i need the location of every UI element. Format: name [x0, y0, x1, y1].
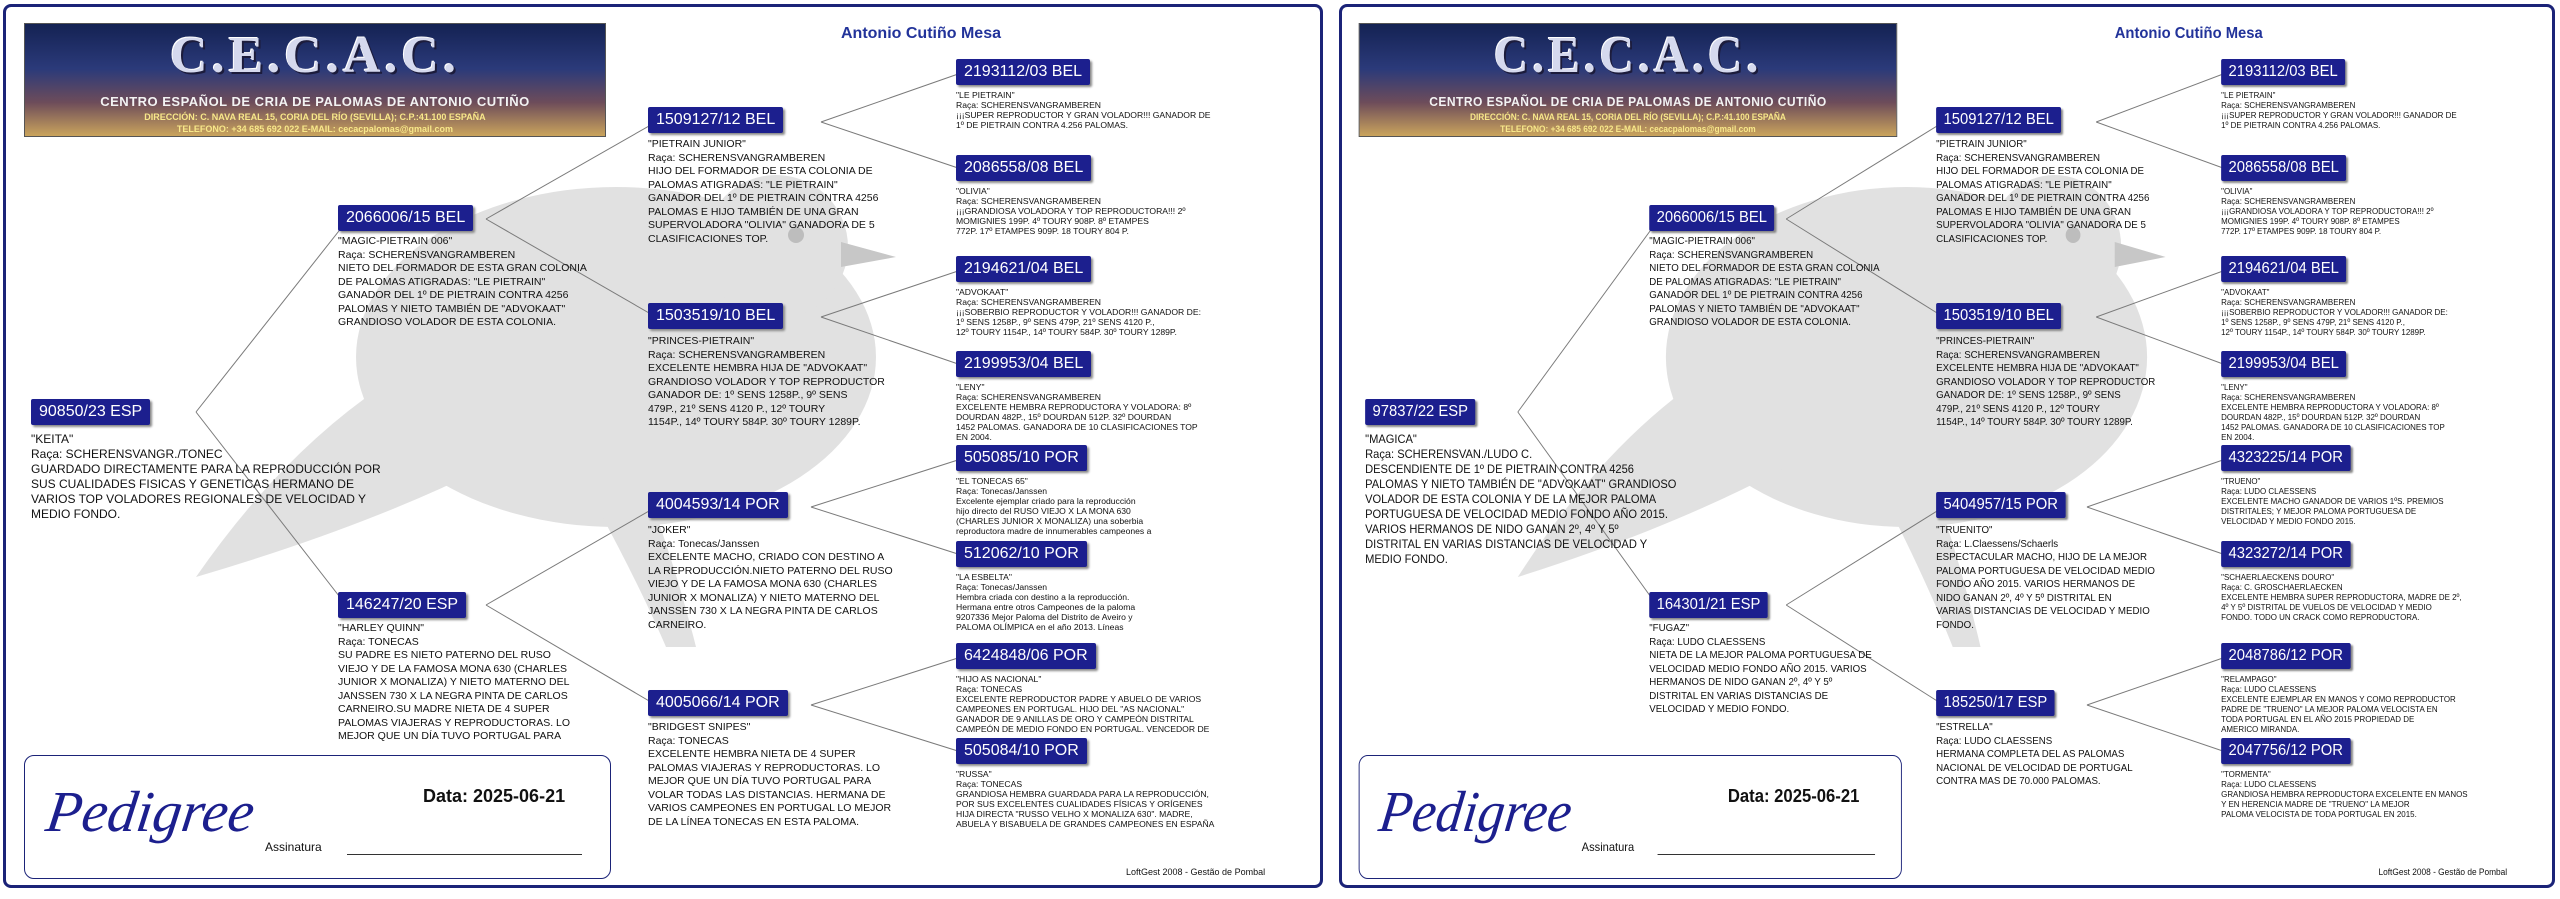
cecac-logo	[1359, 23, 1898, 137]
ggp-ring: 2199953/04 BEL	[956, 351, 1091, 377]
dam-ring: 164301/21 ESP	[1649, 592, 1768, 618]
pedigree-footer-box	[24, 755, 611, 879]
software-credit: LoftGest 2008 - Gestão de Pombal	[1126, 867, 1266, 877]
ggp-ring: 2048786/12 POR	[2221, 643, 2350, 669]
sire-sire-ring: 1509127/12 BEL	[648, 107, 783, 133]
ggp-description: "OLIVIA" Raça: SCHERENSVANGRAMBEREN ¡¡¡GRANDIOSA VOLADORA Y TOP REPRODUCTORA!!! 2º MOMIGNIES 199P. 4º TOURY 908P. 8º ETAMPES 772P. 17º ETAMPES 909P. 18 TOURY 804 P.	[956, 186, 1186, 236]
owner-name: Antonio Cutiño Mesa	[2114, 25, 2263, 42]
logo-contact: TELEFONO: +34 685 692 022 E-MAIL: cecacpalomas@gmail.com	[1500, 124, 1756, 134]
pedigree-signature-logo: Pedigree	[1375, 779, 1576, 844]
dam-dam-description: "ESTRELLA" Raça: LUDO CLAESSENS HERMANA COMPLETA DEL AS PALOMAS NACIONAL DE VELOCIDAD DE PORTUGAL CONTRA MAS DE 70.000 PALOMAS.	[1936, 721, 2133, 787]
dam-dam-ring: 4005066/14 POR	[648, 690, 788, 716]
subject-description: "MAGICA" Raça: SCHERENSVAN./LUDO C. DESCENDIENTE DE 1º DE PIETRAIN CONTRA 4256 PALOMAS Y NIETO TAMBIÉN DE "ADVOKAAT" GRANDIOSO VOLADOR DE ESTA COLONIA Y DE LA MEJOR PALOMA PORTUGUESA DE VELOCIDAD MEDIO FONDO AÑO 2015. VARIOS HERMANOS DE NIDO GANAN 2º, 4º Y 5º DISTRITAL EN VARIAS DISTANCIAS DE VELOCIDAD Y MEDIO FONDO.	[1365, 432, 1677, 566]
signature-line	[1658, 854, 1875, 855]
ggp-ring: 505084/10 POR	[956, 738, 1087, 764]
ggp-ring: 2194621/04 BEL	[956, 256, 1091, 282]
logo-address: DIRECCIÓN: C. NAVA REAL 15, CORIA DEL RÍO (SEVILLA); C.P.:41.100 ESPAÑA	[144, 112, 486, 122]
ggp-ring: 2194621/04 BEL	[2221, 256, 2346, 282]
logo-address: DIRECCIÓN: C. NAVA REAL 15, CORIA DEL RÍO (SEVILLA); C.P.:41.100 ESPAÑA	[1469, 112, 1786, 122]
logo-title: C.E.C.A.C.	[170, 27, 460, 84]
subject-description: "KEITA" Raça: SCHERENSVANGR./TONEC GUARDADO DIRECTAMENTE PARA LA REPRODUCCIÓN POR SUS CUALIDADES FISICAS Y GENETICAS HERMANO DE VARIOS TOP VOLADORES REGIONALES DE VELOCIDAD Y MEDIO FONDO.	[31, 432, 381, 521]
ggp-description: "LE PIETRAIN" Raça: SCHERENSVANGRAMBEREN ¡¡¡SUPER REPRODUCTOR Y GRAN VOLADOR!!! GANADOR DE 1º DE PIETRAIN CONTRA 4.256 PALOMAS.	[2221, 90, 2457, 130]
ggp-description: "LENY" Raça: SCHERENSVANGRAMBEREN EXCELENTE HEMBRA REPRODUCTORA Y VOLADORA: 8º DOURDAN 482P., 15º DOURDAN 512P. 32º DOURDAN 1452 PALOMAS. GANADORA DE 10 CLASIFICACIONES TOP EN 2004.	[956, 382, 1198, 442]
signature-line	[347, 854, 582, 855]
pedigree-date: Data: 2025-06-21	[1727, 786, 1860, 806]
ggp-ring: 4323225/14 POR	[2221, 445, 2350, 471]
dam-sire-description: "JOKER" Raça: Tonecas/Janssen EXCELENTE MACHO, CRIADO CON DESTINO A LA REPRODUCCIÓN.NIETO PATERNO DEL RUSO VIEJO Y DE LA FAMOSA MONA 630 (CHARLES JUNIOR X MONALIZA) Y NIETO MATERNO DEL JANSSEN 730 X LA NEGRA PINTA DE CARLOS CARNEIRO.	[648, 524, 893, 631]
sire-ring: 2066006/15 BEL	[338, 205, 473, 231]
pedigree-sheet-left	[3, 4, 1323, 888]
signature-label: Assinatura	[1581, 840, 1635, 854]
ggp-ring: 4323272/14 POR	[2221, 541, 2350, 567]
ggp-ring: 505085/10 POR	[956, 445, 1087, 471]
ggp-description: "HIJO AS NACIONAL" Raça: TONECAS EXCELENTE REPRODUCTOR PADRE Y ABUELO DE VARIOS CAMPEONES EN PORTUGAL. HIJO DEL "AS NACIONAL" GANADOR DE 9 ANILLAS DE ORO Y CAMPEÓN DISTRITAL CAMPEÓN DE MEDIO FONDO EN PORTUGAL. VENCEDOR DE	[956, 674, 1210, 734]
sire-description: "MAGIC-PIETRAIN 006" Raça: SCHERENSVANGRAMBEREN NIETO DEL FORMADOR DE ESTA GRAN COLONIA DE PALOMAS ATIGRADAS: "LE PIETRAIN" GANADOR DEL 1º DE PIETRAIN CONTRA 4256 PALOMAS Y NIETO TAMBIÉN DE "ADVOKAAT" GRANDIOSO VOLADOR DE ESTA COLONIA.	[1649, 235, 1880, 328]
ggp-description: "OLIVIA" Raça: SCHERENSVANGRAMBEREN ¡¡¡GRANDIOSA VOLADORA Y TOP REPRODUCTORA!!! 2º MOMIGNIES 199P. 4º TOURY 908P. 8º ETAMPES 772P. 17º ETAMPES 909P. 18 TOURY 804 P.	[2221, 186, 2434, 236]
subject-ring: 90850/23 ESP	[31, 399, 150, 425]
dam-ring: 146247/20 ESP	[338, 592, 466, 618]
ggp-ring: 2086558/08 BEL	[956, 155, 1091, 181]
ggp-description: "LE PIETRAIN" Raça: SCHERENSVANGRAMBEREN ¡¡¡SUPER REPRODUCTOR Y GRAN VOLADOR!!! GANADOR DE 1º DE PIETRAIN CONTRA 4.256 PALOMAS.	[956, 90, 1211, 130]
sire-description: "MAGIC-PIETRAIN 006" Raça: SCHERENSVANGRAMBEREN NIETO DEL FORMADOR DE ESTA GRAN COLONIA DE PALOMAS ATIGRADAS: "LE PIETRAIN" GANADOR DEL 1º DE PIETRAIN CONTRA 4256 PALOMAS Y NIETO TAMBIÉN DE "ADVOKAAT" GRANDIOSO VOLADOR DE ESTA COLONIA.	[338, 235, 587, 328]
ggp-ring: 512062/10 POR	[956, 541, 1087, 567]
ggp-description: "EL TONECAS 65" Raça: Tonecas/Janssen Excelente ejemplar criado para la reproducción hijo directo del RUSO VIEJO X LA MONA 630 (CHARLES JUNIOR X MONALIZA) una soberbia reproductora madre de innumerables campeones a	[956, 476, 1152, 536]
ggp-description: "TRUENO" Raça: LUDO CLAESSENS EXCELENTE MACHO GANADOR DE VARIOS 1ºS. PREMIOS DISTRITALES; Y MEJOR PALOMA PORTUGUESA DE VELOCIDAD Y MEDIO FONDO 2015.	[2221, 476, 2444, 526]
sire-ring: 2066006/15 BEL	[1649, 205, 1774, 231]
dam-sire-ring: 5404957/15 POR	[1936, 492, 2065, 518]
pedigree-date: Data: 2025-06-21	[423, 786, 566, 806]
ggp-ring: 2047756/12 POR	[2221, 738, 2350, 764]
dam-description: "FUGAZ" Raça: LUDO CLAESSENS NIETA DE LA MEJOR PALOMA PORTUGUESA DE VELOCIDAD MEDIO FONDO AÑO 2015. VARIOS HERMANOS DE NIDO GANAN 2º, 4º Y 5º DISTRITAL EN VARIAS DISTANCIAS DE VELOCIDAD Y MEDIO FONDO.	[1649, 622, 1872, 715]
sire-dam-description: "PRINCES-PIETRAIN" Raça: SCHERENSVANGRAMBEREN EXCELENTE HEMBRA HIJA DE "ADVOKAAT" GRANDIOSO VOLADOR Y TOP REPRODUCTOR GANADOR DE: 1º SENS 1258P., 9º SENS 479P., 21º SENS 4120 P., 12º TOURY 1154P., 14º TOURY 584P. 30º TOURY 1289P.	[1936, 335, 2156, 428]
logo-subtitle: CENTRO ESPAÑOL DE CRIA DE PALOMAS DE ANTONIO CUTIÑO	[1429, 94, 1827, 109]
logo-title: C.E.C.A.C.	[1493, 27, 1763, 84]
ggp-ring: 2199953/04 BEL	[2221, 351, 2346, 377]
ggp-ring: 6424848/06 POR	[956, 643, 1096, 669]
logo-subtitle: CENTRO ESPAÑOL DE CRIA DE PALOMAS DE ANTONIO CUTIÑO	[100, 94, 530, 109]
signature-label: Assinatura	[265, 840, 322, 854]
sire-dam-description: "PRINCES-PIETRAIN" Raça: SCHERENSVANGRAMBEREN EXCELENTE HEMBRA HIJA DE "ADVOKAAT" GRANDIOSO VOLADOR Y TOP REPRODUCTOR GANADOR DE: 1º SENS 1258P., 9º SENS 479P., 21º SENS 4120 P., 12º TOURY 1154P., 14º TOURY 584P. 30º TOURY 1289P.	[648, 335, 885, 428]
logo-contact: TELEFONO: +34 685 692 022 E-MAIL: cecacpalomas@gmail.com	[176, 124, 454, 134]
software-credit: LoftGest 2008 - Gestão de Pombal	[2378, 867, 2508, 877]
ggp-ring: 2193112/03 BEL	[956, 59, 1090, 85]
pedigree-sheet-right	[1339, 4, 2555, 888]
ggp-description: "TORMENTA" Raça: LUDO CLAESSENS GRANDIOSA HEMBRA REPRODUCTORA EXCELENTE EN MANOS Y EN HERENCIA MADRE DE "TRUENO" LA MEJOR PALOMA VELOCISTA DE TODA PORTUGAL EN 2015.	[2221, 769, 2468, 819]
dam-sire-description: "TRUENITO" Raça: L.Claessens/Schaerls ESPECTACULAR MACHO, HIJO DE LA MEJOR PALOMA PORTUGUESA DE VELOCIDAD MEDIO FONDO AÑO 2015. VARIOS HERMANOS DE NIDO GANAN 2º, 4º Y 5º DISTRITAL EN VARIAS DISTANCIAS DE VELOCIDAD Y MEDIO FONDO.	[1936, 524, 2155, 631]
ggp-description: "ADVOKAAT" Raça: SCHERENSVANGRAMBEREN ¡¡¡SOBERBIO REPRODUCTOR Y VOLADOR!!! GANADOR DE: 1º SENS 1258P., 9º SENS 479P, 21º SENS 4120 P., 12º TOURY 1154P., 14º TOURY 584P. 30º TOURY 1289P.	[2221, 287, 2448, 337]
sire-sire-description: "PIETRAIN JUNIOR" Raça: SCHERENSVANGRAMBEREN HIJO DEL FORMADOR DE ESTA COLONIA DE PALOMAS ATIGRADAS: "LE PIETRAIN" GANADOR DEL 1º DE PIETRAIN CONTRA 4256 PALOMAS E HIJO TAMBIÉN DE UNA GRAN SUPERVOLADORA "OLIVIA" GANADORA DE 5 CLASIFICACIONES TOP.	[648, 138, 879, 245]
dam-description: "HARLEY QUINN" Raça: TONECAS SU PADRE ES NIETO PATERNO DEL RUSO VIEJO Y DE LA FAMOSA MONA 630 (CHARLES JUNIOR X MONALIZA) Y NIETO MATERNO DEL JANSSEN 730 X LA NEGRA PINTA DE CARLOS CARNEIRO.SU MADRE NIETA DE 4 SUPER PALOMAS VIAJERAS Y REPRODUCTORAS. LO MEJOR QUE UN DÍA TUVO PORTUGAL PARA	[338, 622, 571, 742]
dam-dam-description: "BRIDGEST SNIPES" Raça: TONECAS EXCELENTE HEMBRA NIETA DE 4 SUPER PALOMAS VIAJERAS Y REPRODUCTORAS. LO MEJOR QUE UN DÍA TUVO PORTUGAL PARA VOLAR TODAS LAS DISTANCIAS. HERMANA DE VARIOS CAMPEONES EN PORTUGAL LO MEJOR DE LA LÍNEA TONECAS EN ESTA PALOMA.	[648, 721, 892, 828]
ggp-description: "ADVOKAAT" Raça: SCHERENSVANGRAMBEREN ¡¡¡SOBERBIO REPRODUCTOR Y VOLADOR!!! GANADOR DE: 1º SENS 1258P., 9º SENS 479P, 21º SENS 4120 P., 12º TOURY 1154P., 14º TOURY 584P. 30º TOURY 1289P.	[956, 287, 1201, 337]
ggp-ring: 2086558/08 BEL	[2221, 155, 2346, 181]
subject-ring: 97837/22 ESP	[1365, 399, 1475, 425]
dam-dam-ring: 185250/17 ESP	[1936, 690, 2055, 716]
pedigree-signature-logo: Pedigree	[42, 779, 259, 844]
sire-dam-ring: 1503519/10 BEL	[648, 303, 783, 329]
ggp-description: "RUSSA" Raça: TONECAS GRANDIOSA HEMBRA GUARDADA PARA LA REPRODUCCIÓN, POR SUS EXCELENTES CUALIDADES FÍSICAS Y ORÍGENES HIJA DIRECTA "RUSSO VELHO X MONALIZA 630". MADRE, ABUELA Y BISABUELA DE GRANDES CAMPEONES EN ESPAÑA	[956, 769, 1215, 829]
ggp-description: "SCHAERLAECKENS DOURO" Raça: C. GROSCHAERLAECKEN EXCELENTE HEMBRA SUPER REPRODUCTORA, MADRE DE 2º, 4º Y 5º DISTRITAL DE VUELOS DE VELOCIDAD Y MEDIO FONDO. TODO UN CRACK COMO REPRODUCTORA.	[2221, 572, 2462, 622]
dam-sire-ring: 4004593/14 POR	[648, 492, 788, 518]
sire-sire-ring: 1509127/12 BEL	[1936, 107, 2061, 133]
ggp-description: "RELAMPAGO" Raça: LUDO CLAESSENS EXCELENTE EJEMPLAR EN MANOS Y COMO REPRODUCTOR PADRE DE "TRUENO" LA MEJOR PALOMA VELOCISTA EN TODA PORTUGAL EN EL AÑO 2015 PROPIEDAD DE AMERICO MIRANDA.	[2221, 674, 2456, 734]
owner-name: Antonio Cutiño Mesa	[841, 25, 1001, 42]
ggp-ring: 2193112/03 BEL	[2221, 59, 2345, 85]
cecac-logo	[24, 23, 606, 137]
sire-sire-description: "PIETRAIN JUNIOR" Raça: SCHERENSVANGRAMBEREN HIJO DEL FORMADOR DE ESTA COLONIA DE PALOMAS ATIGRADAS: "LE PIETRAIN" GANADOR DEL 1º DE PIETRAIN CONTRA 4256 PALOMAS E HIJO TAMBIÉN DE UNA GRAN SUPERVOLADORA "OLIVIA" GANADORA DE 5 CLASIFICACIONES TOP.	[1936, 138, 2150, 245]
ggp-description: "LENY" Raça: SCHERENSVANGRAMBEREN EXCELENTE HEMBRA REPRODUCTORA Y VOLADORA: 8º DOURDAN 482P., 15º DOURDAN 512P. 32º DOURDAN 1452 PALOMAS. GANADORA DE 10 CLASIFICACIONES TOP EN 2004.	[2221, 382, 2445, 442]
pedigree-footer-box	[1359, 755, 1902, 879]
ggp-description: "LA ESBELTA" Raça: Tonecas/Janssen Hembra criada con destino a la reproducción. Hermana entre otros Campeones de la paloma 9207336 Mejor Paloma del Distrito de Aveiro y PALOMA OLÍMPICA en el año 2013. Líneas	[956, 572, 1136, 632]
sire-dam-ring: 1503519/10 BEL	[1936, 303, 2061, 329]
